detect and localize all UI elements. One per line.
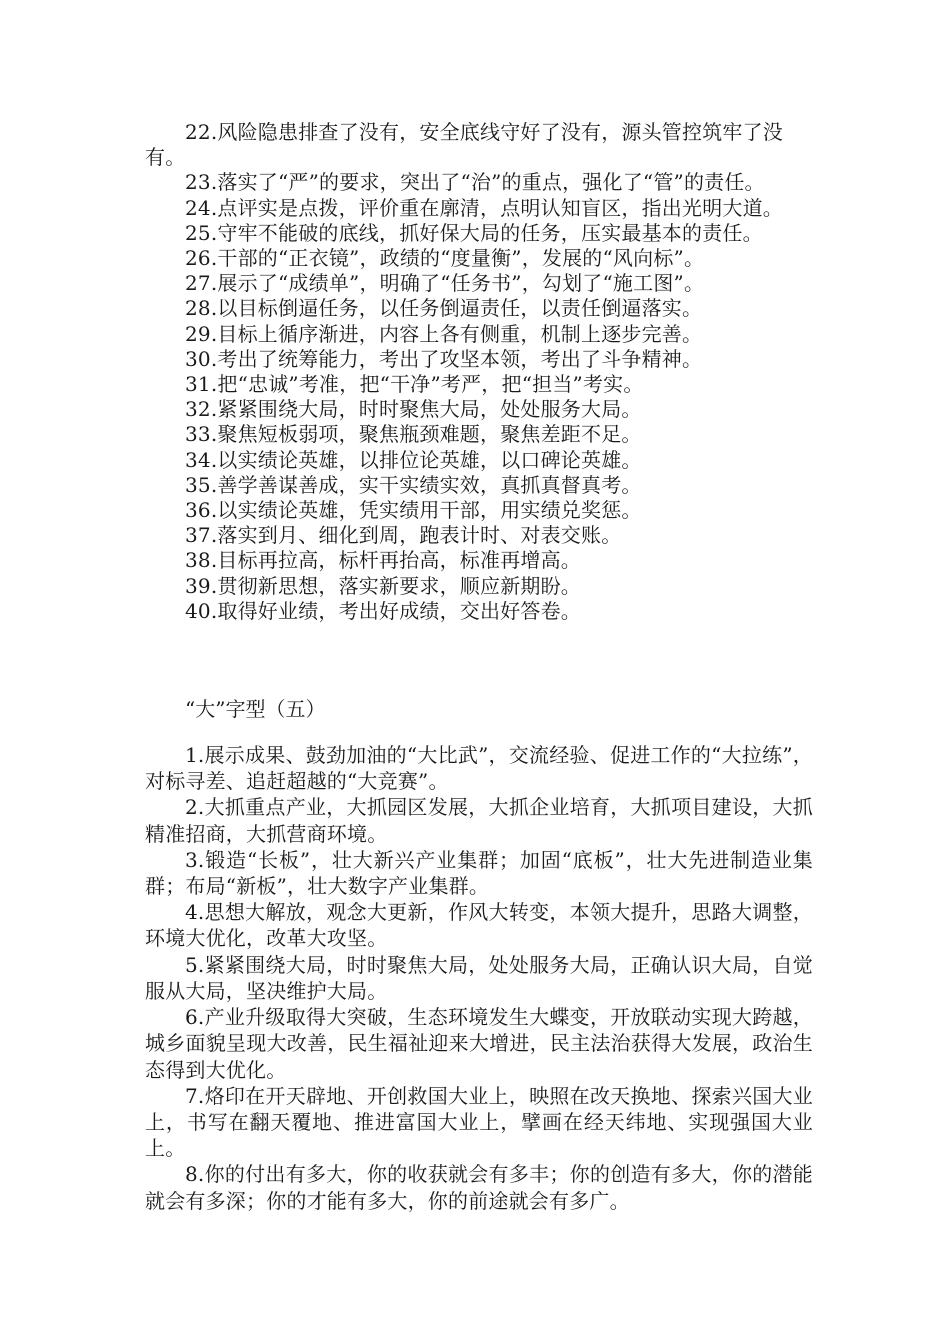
list-item: 4.思想大解放，观念大更新，作风大转变，本领大提升，思路大调整，环境大优化，改革大攻坚。: [145, 900, 813, 951]
list-item: 30.考出了统筹能力，考出了攻坚本领，考出了斗争精神。: [185, 346, 703, 371]
list-item: 2.大抓重点产业，大抓园区发展，大抓企业培育，大抓项目建设，大抓精准招商，大抓营商环境。: [145, 795, 813, 846]
list-item: 31.把“忠诚”考准，把“干净”考严，把“担当”考实。: [185, 372, 644, 397]
list-item: 35.善学善谋善成，实干实绩实效，真抓真督真考。: [185, 472, 642, 497]
list-item: 39.贯彻新思想，落实新要求，顺应新期盼。: [185, 573, 582, 598]
list-item: 5.紧紧围绕大局，时时聚焦大局，处处服务大局，正确认识大局，自觉服从大局，坚决维护大局。: [145, 952, 813, 1003]
list-item: 22.风险隐患排查了没有，安全底线守好了没有，源头管控筑牢了没有。: [145, 120, 784, 170]
list-item: 1.展示成果、鼓劲加油的“大比武”，交流经验、促进工作的“大拉练”，对标寻差、追赶超越的“大竞赛”。: [145, 743, 813, 794]
heading-spacer: [145, 722, 813, 742]
list-item: 7.烙印在开天辟地、开创救国大业上，映照在改天换地、探索兴国大业上，书写在翻天覆地、推进富国大业上，擘画在经天纬地、实现强国大业上。: [145, 1083, 813, 1161]
list-item: 25.守牢不能破的底线，抓好保大局的任务，压实最基本的责任。: [185, 220, 763, 245]
section-heading: “大”字型（五）: [185, 697, 326, 722]
list-item: 33.聚焦短板弱项，聚焦瓶颈难题，聚焦差距不足。: [185, 422, 642, 447]
list-item: 26.干部的“正衣镜”，政绩的“度量衡”，发展的“风向标”。: [185, 246, 705, 271]
list-item: 3.锻造“长板”，壮大新兴产业集群；加固“底板”，壮大先进制造业集群；布局“新板”，壮大数字产业集群。: [145, 847, 813, 899]
list-item: 36.以实绩论英雄，凭实绩用干部，用实绩兑奖惩。: [185, 498, 642, 523]
document-page: [145, 120, 813, 1214]
list-item: 27.展示了“成绩单”，明确了“任务书”，勾划了“施工图”。: [185, 271, 705, 296]
section-spacer: [145, 624, 813, 696]
list-item: 37.落实到月、细化到周，跑表计时、对表交账。: [185, 523, 622, 548]
list-item: 6.产业升级取得大突破，生态环境发生大蝶变，开放联动实现大跨越，城乡面貌呈现大改善，民生福祉迎来大增进，民主法治获得大发展，政治生态得到大优化。: [145, 1005, 813, 1082]
list-item: 38.目标再拉高，标杆再抬高，标准再增高。: [185, 548, 582, 573]
phrase-list-part1: [145, 120, 813, 624]
list-item: 32.紧紧围绕大局，时时聚焦大局，处处服务大局。: [185, 397, 642, 422]
list-item: 23.落实了“严”的要求，突出了“治”的重点，强化了“管”的责任。: [185, 170, 765, 195]
phrase-list-part2: [145, 742, 813, 1214]
list-item: 40.取得好业绩，考出好成绩，交出好答卷。: [185, 598, 582, 623]
list-item: 34.以实绩论英雄，以排位论英雄，以口碑论英雄。: [185, 447, 642, 472]
list-item: 28.以目标倒逼任务，以任务倒逼责任，以责任倒逼落实。: [185, 296, 703, 321]
list-item: 8.你的付出有多大，你的收获就会有多丰；你的创造有多大，你的潜能就会有多深；你的才能有多大，你的前途就会有多广。: [145, 1162, 813, 1213]
list-item: 24.点评实是点拨，评价重在廓清，点明认知盲区，指出光明大道。: [185, 195, 784, 220]
list-item: 29.目标上循序渐进，内容上各有侧重，机制上逐步完善。: [185, 321, 703, 346]
